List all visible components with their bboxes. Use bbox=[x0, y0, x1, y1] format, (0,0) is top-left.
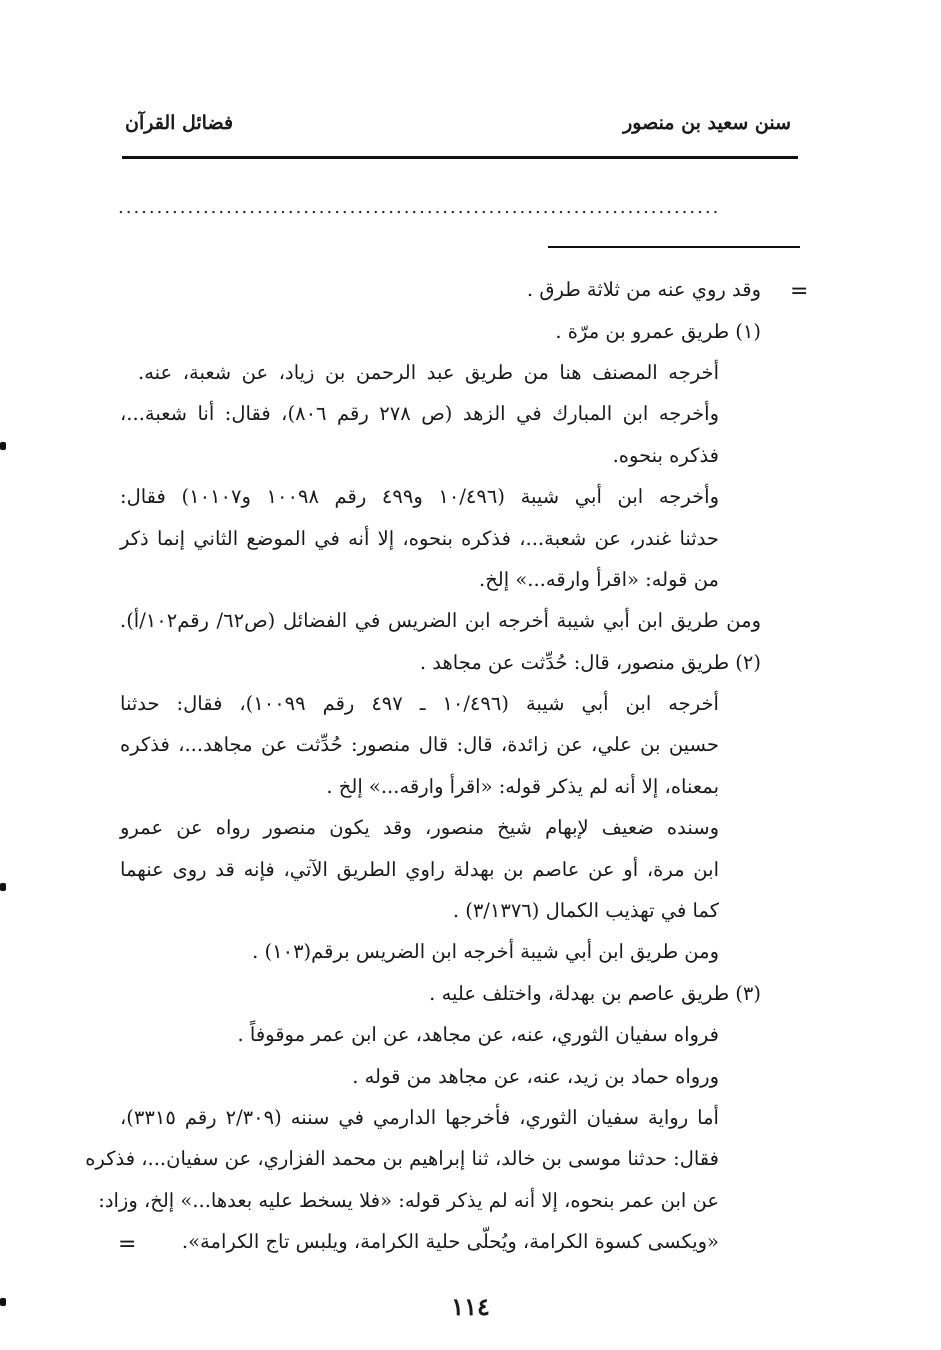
running-header-chapter-title: فضائل القرآن bbox=[125, 112, 234, 134]
footnote-line-22: فقال: حدثنا موسى بن خالد، ثنا إبراهيم بن محمد الفزاري، عن سفيان...، فذكره bbox=[85, 1147, 719, 1170]
footnote-line-8: من قوله: «اقرأ وارقه...» إلخ. bbox=[479, 568, 719, 591]
footnote-rule bbox=[548, 246, 800, 248]
footnote-line-21: أما رواية سفيان الثوري، فأخرجها الدارمي في سننه (٢/٣٠٩ رقم ٣٣١٥)، bbox=[120, 1106, 719, 1129]
footnote-line-14: وسنده ضعيف لإبهام شيخ منصور، وقد يكون منصور رواه عن عمرو bbox=[120, 816, 719, 839]
footnote-line-16: كما في تهذيب الكمال (٣/١٣٧٦) . bbox=[452, 899, 719, 922]
footnote-line-1: وقد روي عنه من ثلاثة طرق . bbox=[526, 278, 761, 301]
footnote-line-18: (٣) طريق عاصم بن بهدلة، واختلف عليه . bbox=[429, 982, 761, 1005]
footnote-line-4: وأخرجه ابن المبارك في الزهد (ص ٢٧٨ رقم ٨٠٦)، فقال: أنا شعبة...، bbox=[120, 402, 719, 425]
footnote-line-6: وأخرجه ابن أبي شيبة (١٠/٤٩٦ و٤٩٩ رقم ١٠٠٩٨ و١٠١٠٧) فقال: bbox=[120, 485, 719, 508]
continuation-mark-end: = bbox=[118, 1232, 137, 1257]
footnote-line-3: أخرجه المصنف هنا من طريق عبد الرحمن بن زياد، عن شعبة، عنه. bbox=[138, 361, 719, 384]
footnote-line-24: «ويكسى كسوة الكرامة، ويُحلّى حلية الكرامة، ويلبس تاج الكرامة». bbox=[181, 1230, 719, 1253]
continuation-mark-start: = bbox=[790, 279, 809, 304]
footnote-line-7: حدثنا غندر، عن شعبة...، فذكره بنحوه، إلا أنه في الموضع الثاني إنما ذكر bbox=[120, 527, 719, 550]
footnote-line-17: ومن طريق ابن أبي شيبة أخرجه ابن الضريس برقم(١٠٣) . bbox=[252, 940, 719, 963]
scan-speck bbox=[0, 883, 6, 891]
footnote-line-12: حسين بن علي، عن زائدة، قال: قال منصور: حُدِّثت عن مجاهد...، فذكره bbox=[120, 733, 719, 756]
dotted-separator: .............................................................................. bbox=[118, 198, 721, 218]
page-number: ١١٤ bbox=[451, 1292, 490, 1321]
footnote-line-9: ومن طريق ابن أبي شيبة أخرجه ابن الضريس في الفضائل (ص٦٢/ رقم١٠٢/أ). bbox=[120, 609, 761, 632]
footnote-line-5: فذكره بنحوه. bbox=[612, 444, 719, 467]
footnote-line-13: بمعناه، إلا أنه لم يذكر قوله: «اقرأ وارقه...» إلخ . bbox=[326, 775, 719, 798]
scan-speck bbox=[0, 1298, 6, 1306]
footnote-line-15: ابن مرة، أو عن عاصم بن بهدلة راوي الطريق الآتي، فإنه قد روى عنهما bbox=[120, 858, 719, 881]
running-header-book-title: سنن سعيد بن منصور bbox=[623, 112, 791, 134]
footnote-line-20: ورواه حماد بن زيد، عنه، عن مجاهد من قوله . bbox=[352, 1065, 719, 1088]
scan-speck bbox=[0, 442, 6, 450]
footnote-line-10: (٢) طريق منصور، قال: حُدِّثت عن مجاهد . bbox=[419, 651, 761, 674]
footnote-line-11: أخرجه ابن أبي شيبة (١٠/٤٩٦ ـ ٤٩٧ رقم ١٠٠٩٩)، فقال: حدثنا bbox=[120, 692, 719, 715]
footnote-line-19: فرواه سفيان الثوري، عنه، عن مجاهد، عن ابن عمر موقوفاً . bbox=[237, 1023, 719, 1046]
header-rule bbox=[122, 156, 798, 159]
footnote-line-23: عن ابن عمر بنحوه، إلا أنه لم يذكر قوله: «فلا يسخط عليه بعدها...» إلخ، وزاد: bbox=[98, 1189, 719, 1212]
footnote-line-2: (١) طريق عمرو بن مرّة . bbox=[555, 320, 761, 343]
